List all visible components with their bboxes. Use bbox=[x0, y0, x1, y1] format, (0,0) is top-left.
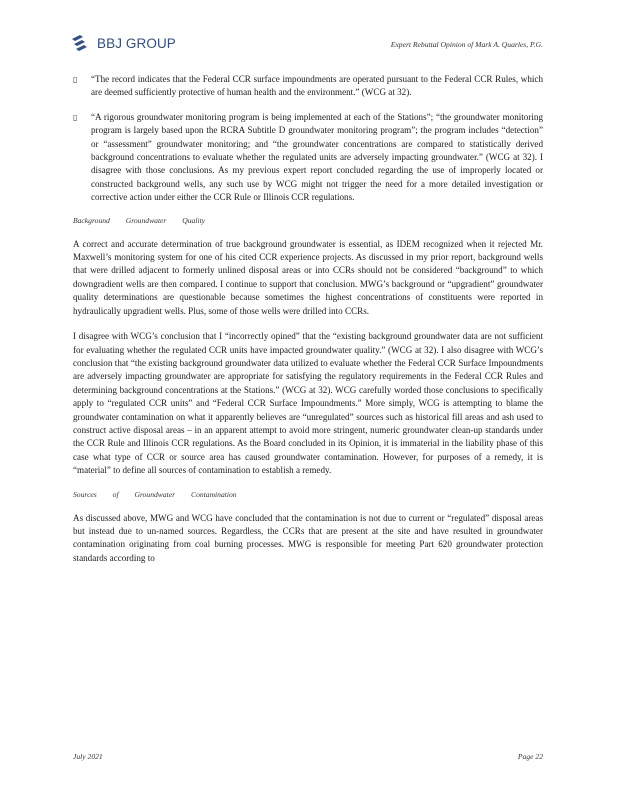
footer-date: July 2021 bbox=[73, 752, 103, 761]
section-heading-background-groundwater: Background Groundwater Quality bbox=[73, 215, 206, 225]
bullet-marker: ▯ bbox=[73, 112, 78, 122]
body-paragraph: I disagree with WCG’s conclusion that I “incorrectly opined” that the “existing background groundwater data are not sufficient for evaluating whether the regulated CCR units have impacted groundwater quality.” (WCG at 32). I also disagree with WCG’s conclusion that “the existing background groundwater data utilized to evaluate whether the Federal CCR Surface Impoundments are adversely impacting groundwater are appropriate for satisfying the regulatory requirements in the Federal CCR Rules and determining background concentrations at the Stations.” (WCG at 32). WCG carefully worded those conclusions to specifically apply to “regulated CCR units” and “Federal CCR Surface Impoundments.” More simply, WCG is attempting to blame the groundwater contamination on what it apparently believes are “unregulated” sources such as historical fill areas and ash used to construct active disposal areas – in an apparent attempt to avoid more stringent, numeric groundwater clean-up standards under the CCR Rule and Illinois CCR regulations. As the Board concluded in its Opinion, it is immaterial in the liability phase of this case what type of CCR or source area has caused groundwater contamination. However, for purposes of a remedy, it is “material” to define all sources of contamination to establish a remedy. bbox=[73, 331, 543, 476]
bullet-text: “A rigorous groundwater monitoring program is being implemented at each of the Stations”; “the groundwater monitoring program is largely based upon the RCRA Subtitle D groundwater monitoring program”; the program includes “detection” or “assessment” groundwater monitoring; and “the groundwater concentrations are compared to statistically derived background concentrations to evaluate whether the regulated units are adversely impacting groundwater.” (WCG at 32). I disagree with those conclusions. As my previous expert report concluded regarding the use of improperly located or constructed background wells, any such use by WCG might not trigger the need for a more detailed investigation or corrective action under either the CCR Rule or Illinois CCR regulations. bbox=[91, 111, 543, 203]
document-body bbox=[73, 73, 543, 577]
section-heading-sources-contamination: Sources of Groundwater Contamination bbox=[73, 489, 237, 499]
bullet-text: “The record indicates that the Federal CCR surface impoundments are operated pursuant to the Federal CCR Rules, which are deemed sufficiently protective of human health and the environment.” (WCG at 32). bbox=[91, 74, 543, 98]
header-report-title: Expert Rebuttal Opinion of Mark A. Quarles, P.G. bbox=[390, 40, 543, 49]
body-paragraph: A correct and accurate determination of true background groundwater is essential, as IDEM recognized when it rejected Mr. Maxwell’s monitoring system for one of his cited CCR experience projects. As discussed in my prior report, background wells that were drilled adjacent to formerly unlined disposal areas or into CCRs should not be considered “background” to which downgradient wells are then compared. I continue to support that conclusion. MWG’s background or “upgradient” groundwater quality determinations are questionable because sometimes the highest concentrations of constituents were reported in hydraulically upgradient wells. Plus, some of those wells were drilled into CCRs. bbox=[73, 238, 543, 316]
logo-mark-icon bbox=[71, 34, 93, 52]
company-logo bbox=[71, 34, 176, 52]
logo-text: BBJ GROUP bbox=[97, 35, 176, 51]
body-paragraph: As discussed above, MWG and WCG have concluded that the contamination is not due to current or “regulated” disposal areas but instead due to un-named sources. Regardless, the CCRs that are present at the site and have resulted in groundwater contamination originating from coal burning processes. MWG is responsible for meeting Part 620 groundwater protection standards according to bbox=[73, 512, 543, 563]
bullet-item bbox=[73, 73, 543, 100]
bullet-marker: ▯ bbox=[73, 75, 78, 84]
bullet-item bbox=[73, 111, 543, 205]
footer-page-number: Page 22 bbox=[517, 752, 543, 761]
